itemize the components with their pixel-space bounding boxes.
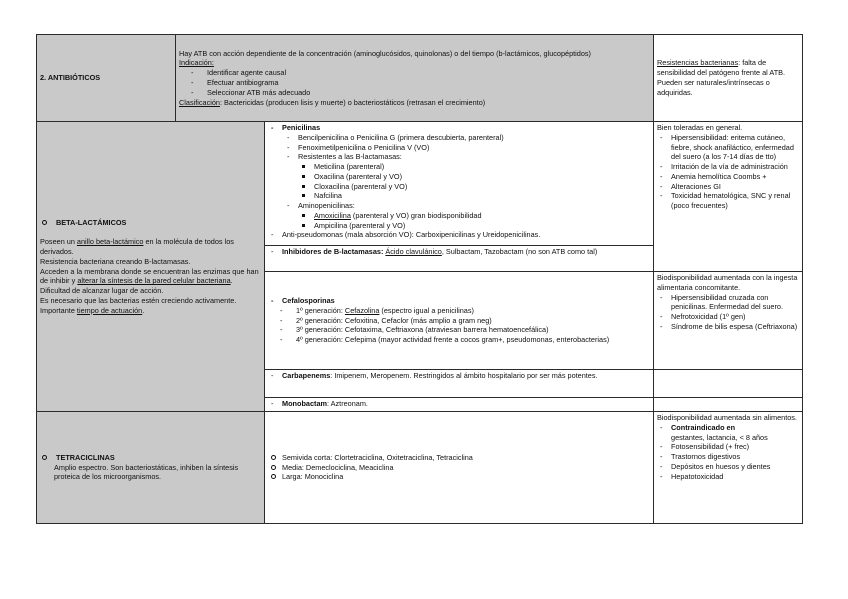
resistencias-text: : falta de sensibilidad del patógeno frente al ATB. Pueden ser naturales/intrínsecas o adquiridas. bbox=[657, 58, 786, 97]
generacion-item: - 2º generación: Cefoxitina, Cefaclor (más amplio a gram neg) bbox=[268, 316, 650, 326]
tetra-efecto-item: - Hepatotoxicidad bbox=[657, 472, 799, 482]
sintesis-text: alterar la síntesis de la pared celular bacteriana bbox=[77, 276, 231, 286]
beta-lactamicos-title: BETA-LACTÁMICOS bbox=[40, 218, 261, 228]
generacion-item: - 1º generación: Cefazolina (espectro igual a penicilinas) bbox=[268, 306, 650, 316]
cefa-efecto-item: - Síndrome de bilis espesa (Ceftriaxona) bbox=[657, 322, 799, 332]
tetra-efecto-item: - Trastornos digestivos bbox=[657, 452, 799, 462]
cefalosporinas-list bbox=[268, 296, 650, 306]
resistencias-cell bbox=[654, 35, 803, 122]
penicilinas-row bbox=[37, 122, 803, 246]
monobactam-list bbox=[268, 399, 650, 409]
penicilinas-cell bbox=[265, 122, 654, 246]
tetra-efecto-item: - Fotosensibilidad (+ frec) bbox=[657, 442, 799, 452]
monobactam-empty-cell bbox=[654, 398, 803, 412]
resistente-item: Oxacilina (parenteral y VO) bbox=[268, 172, 650, 182]
tetraciclinas-cell bbox=[37, 412, 265, 524]
carbapenems-list bbox=[268, 371, 650, 381]
generacion-item: - 4º generación: Cefepima (mayor actividad frente a cocos gram+, pseudomonas, enterobacterias) bbox=[268, 335, 650, 345]
tetra-efectos-cell bbox=[654, 412, 803, 524]
penicilina-item: - Bencilpenicilina o Penicilina G (primera descubierta, parenteral) bbox=[268, 133, 650, 143]
aminopenicilinas-items bbox=[268, 211, 650, 231]
tetraciclinas-row bbox=[37, 412, 803, 524]
beta-desc: Poseen un anillo beta-lactámico en la molécula de todos los derivados. Resistencia bacteriana creando B-lactamasas. Acceden a la membrana donde se encuentran las enzimas que han de inhibir y alterar la síntesis de la pared celular bacteriana. Dificultad de alcanzar lugar de acción. Es necesario que las bacterias estén creciendo activamente. Importante tiempo de actuación. bbox=[40, 237, 259, 315]
resistentes-list bbox=[268, 162, 650, 201]
efecto-item: - Toxicidad hematológica, SNC y renal (poco frecuentes) bbox=[657, 191, 799, 211]
penicilinas-title: - Penicilinas bbox=[268, 123, 650, 133]
cefa-efectos-list bbox=[657, 293, 799, 332]
tetra-efectos-list bbox=[657, 423, 799, 482]
indicacion-item: - Seleccionar ATB más adecuado bbox=[179, 88, 650, 98]
cefa-efecto-item: - Hipersensibilidad cruzada con penicilinas. Enfermedad del suero. bbox=[657, 293, 799, 313]
carbapenems-empty-cell bbox=[654, 370, 803, 398]
resistente-item: Nafcilina bbox=[268, 191, 650, 201]
beta-efectos-list bbox=[657, 133, 799, 211]
indicacion-label: Indicación: bbox=[179, 58, 214, 68]
indicacion-list bbox=[179, 68, 650, 97]
penicilinas-list bbox=[268, 123, 650, 133]
anti-pseudomonas-list bbox=[268, 230, 650, 240]
tetraciclinas-title: TETRACICLINAS bbox=[40, 453, 261, 463]
anillo-link-text: anillo beta-lactámico bbox=[76, 237, 144, 247]
generacion-item: - 3º generación: Cefotaxima, Ceftriaxona (atraviesan barrera hematoencefálica) bbox=[268, 325, 650, 335]
efecto-item: - Alteraciones GI bbox=[657, 182, 799, 192]
aminopenicilinas-label: - Aminopenicilinas: bbox=[268, 201, 650, 211]
tetraciclina-item: Larga: Monociclina bbox=[268, 472, 650, 482]
inhibidores-list bbox=[268, 247, 650, 257]
indicacion-item: - Identificar agente causal bbox=[179, 68, 650, 78]
penicilinas-sublist bbox=[268, 133, 650, 162]
cefalosporinas-gen-list bbox=[268, 306, 650, 345]
efecto-item: - Anemia hemolítica Coombs + bbox=[657, 172, 799, 182]
tiempo-text: tiempo de actuación bbox=[76, 305, 143, 315]
tetraciclinas-list-cell bbox=[265, 412, 654, 524]
penicilina-item: - Resistentes a las B-lactamasas: bbox=[268, 152, 650, 162]
contraindicado-item: - Contraindicado en gestantes, lactancia, < 8 años bbox=[657, 423, 799, 443]
tetraciclina-item: Media: Demeclociclina, Meaciclina bbox=[268, 463, 650, 473]
beta-lactamicos-cell bbox=[37, 122, 265, 412]
tetraciclinas-list bbox=[268, 453, 650, 482]
inhibidores-cell bbox=[265, 246, 654, 272]
tetraciclina-item: Semivida corta: Clortetraciclina, Oxitetraciclina, Tetraciclina bbox=[268, 453, 650, 463]
resistente-item: Meticilina (parenteral) bbox=[268, 162, 650, 172]
tetra-efecto-item: - Depósitos en huesos y dientes bbox=[657, 462, 799, 472]
cefa-efecto-item: - Nefrotoxicidad (1º gen) bbox=[657, 312, 799, 322]
clasificacion-label: Clasificación bbox=[179, 97, 220, 107]
carbapenems-item: - Carbapenems: Imipenem, Meropenem. Restringidos al ámbito hospitalario por ser más potentes. bbox=[268, 371, 650, 381]
efecto-item: - Hipersensibilidad: eritema cutáneo, fiebre, shock anafiláctico, enfermedad del suero (a los 7-14 días de tto) bbox=[657, 133, 799, 162]
carbapenems-cell bbox=[265, 370, 654, 398]
antibiotics-table bbox=[36, 34, 803, 524]
antibioticos-row bbox=[37, 35, 803, 122]
penicilina-item: - Fenoximetilpenicilina o Penicilina V (VO) bbox=[268, 143, 650, 153]
efecto-item: - Irritación de la vía de administración bbox=[657, 162, 799, 172]
cefalosporinas-title: - Cefalosporinas bbox=[268, 296, 650, 306]
tetra-efectos-intro: Biodisponibilidad aumentada sin alimentos. bbox=[657, 413, 797, 422]
inhibidores-item: - Inhibidores de B-lactamasas: Ácido clavulánico, Sulbactam, Tazobactam (no son ATB como tal) bbox=[268, 247, 650, 257]
antibioticos-content bbox=[176, 35, 654, 122]
cefalosporinas-cell bbox=[265, 272, 654, 370]
monobactam-cell bbox=[265, 398, 654, 412]
monobactam-item: - Monobactam: Aztreonam. bbox=[268, 399, 650, 409]
antibioticos-intro: Hay ATB con acción dependiente de la concentración (aminoglucósidos, quinolonas) o del tiempo (b-lactámicos, glucopéptidos) bbox=[179, 48, 591, 58]
amoxicilina-item: Amoxicilina (parenteral y VO) gran biodisponibilidad bbox=[268, 211, 650, 221]
indicacion-item: - Efectuar antibiograma bbox=[179, 78, 650, 88]
resistente-item: Cloxacilina (parenteral y VO) bbox=[268, 182, 650, 192]
resistencias-label: Resistencias bacterianas bbox=[657, 58, 739, 68]
cefa-efectos-cell bbox=[654, 272, 803, 370]
amino-list bbox=[268, 201, 650, 211]
cefa-efectos-intro: Biodisponibilidad aumentada con la ingesta alimentaria concomitante. bbox=[657, 273, 798, 292]
tetraciclinas-desc: Amplio espectro. Son bacteriostáticas, inhiben la síntesis proteica de los microorganismos. bbox=[54, 462, 239, 482]
clasificacion-text: : Bactericidas (producen lisis y muerte) o bacteriostáticos (retrasan el crecimiento) bbox=[219, 97, 486, 107]
antibioticos-title: 2. ANTIBIÓTICOS bbox=[37, 35, 176, 122]
anti-pseudomonas-item: - Anti-pseudomonas (mala absorción VO): Carboxipenicilinas y Ureidopenicilinas. bbox=[268, 230, 650, 240]
ampicilina-item: Ampicilina (parenteral y VO) bbox=[268, 221, 650, 231]
clasificacion bbox=[179, 98, 650, 108]
beta-efectos-intro: Bien toleradas en general. bbox=[657, 123, 743, 132]
beta-efectos-cell bbox=[654, 122, 803, 272]
